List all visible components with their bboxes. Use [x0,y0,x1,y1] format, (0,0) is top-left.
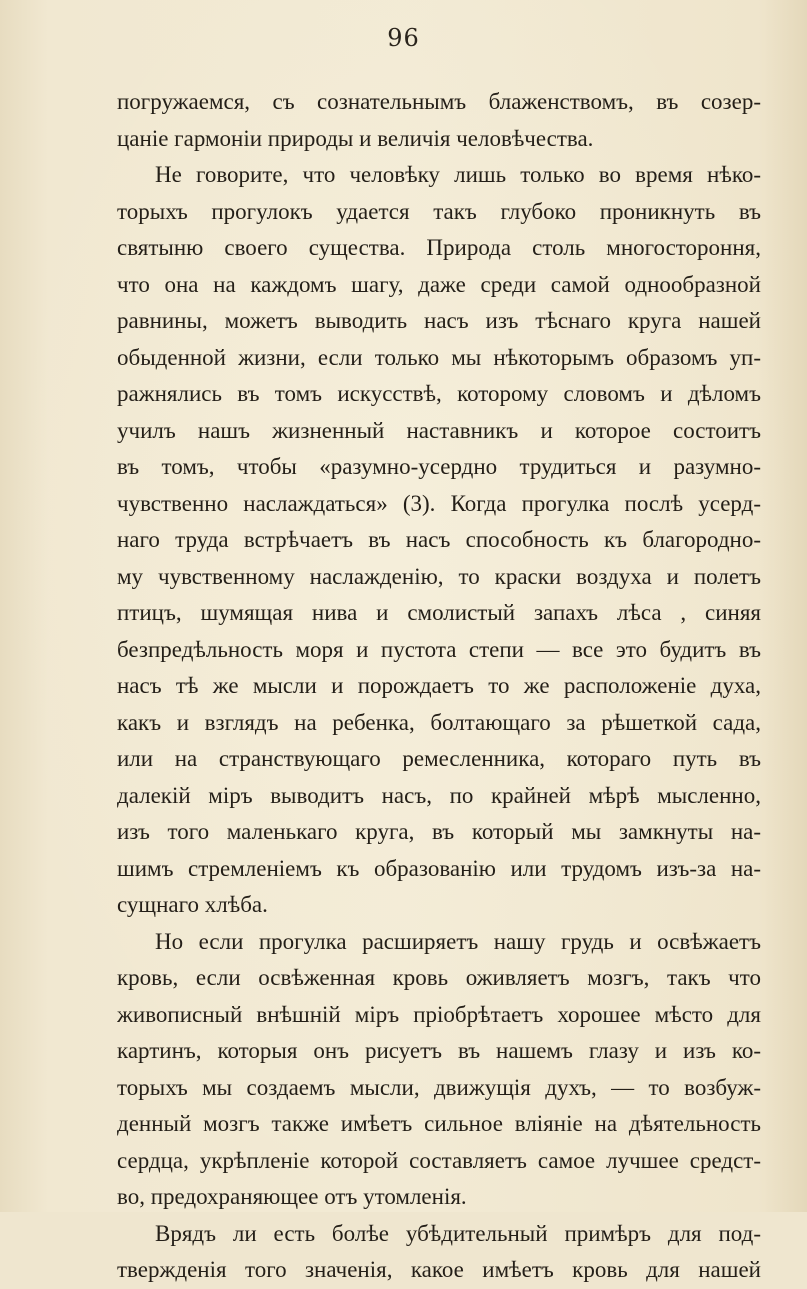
text-line: сущнаго хлѣба. [117,892,268,917]
text-line: ражнялись въ томъ искусствѣ, которому словомъ и дѣломъ [117,381,761,406]
text-line: торыхъ прогулокъ удается такъ глубоко проникнуть въ [117,198,761,224]
text-line: наго труда встрѣчаетъ въ насъ способность къ благородно- [117,527,761,552]
text-line: Не говорите, что человѣку лишь только во время нѣко- [155,162,761,187]
text-line: денный мозгъ также имѣетъ сильное влiянiе на дѣятельность [117,1111,761,1136]
text-line: шимъ стремленiемъ къ образованiю или трудомъ изъ-за на- [117,855,761,881]
text-line: обыденной жизни, если только мы нѣкоторымъ образомъ уп- [117,344,761,370]
text-line: сердца, укрѣпленiе которой составляетъ самое лучшее средст- [117,1147,761,1173]
text-line: му чувственному наслажденiю, то краски воздуха и полетъ [117,563,761,589]
text-line: картинъ, которыя онъ рисуетъ въ нашемъ глазу и изъ ко- [117,1038,761,1063]
text-line: Но если прогулка расширяетъ нашу грудь и освѣжаетъ [155,928,761,954]
text-line: какъ и взглядъ на ребенка, болтающаго за рѣшеткой сада, [117,709,761,735]
text-line: безпредѣльность моря и пустота степи — все это будитъ въ [117,636,761,662]
text-line: изъ того маленькаго круга, въ который мы замкнуты на- [117,819,761,844]
text-line: что она на каждомъ шагу, даже среди самой однообразной [117,271,761,297]
page-text [117,84,761,1289]
text-line: кровь, если освѣженная кровь оживляетъ мозгъ, такъ что [117,965,761,990]
paragraph [117,84,761,157]
paragraph [117,157,761,924]
page-number: 96 [387,24,420,52]
text-line: Врядъ ли есть болѣе убѣдительный примѣръ для под- [155,1220,761,1246]
text-line: торыхъ мы создаемъ мысли, движущiя духъ, — то возбуж- [117,1074,761,1100]
text-line: птицъ, шумящая нива и смолистый запахъ лѣса , синяя [117,600,761,625]
text-line: святыню своего существа. Природа столь многостороння, [117,235,761,260]
text-line: училъ нашъ жизненный наставникъ и которое состоитъ [117,417,761,443]
paragraph [117,1216,761,1289]
text-line: погружаемся, съ сознательнымъ блаженствомъ, въ созер- [117,89,761,114]
text-line: живописный внѣшнiй мiръ прiобрѣтаетъ хорошее мѣсто для [117,1001,761,1027]
text-line: во, предохраняющее отъ утомленiя. [117,1184,467,1209]
text-line: цанiе гармонiи природы и величiя человѣчества. [117,125,594,151]
text-line: равнины, можетъ выводить насъ изъ тѣснаго круга нашей [117,308,761,333]
text-line: твержденiя того значенiя, какое имѣетъ кровь для нашей [117,1257,761,1282]
paragraph [117,924,761,1216]
text-line: чувственно наслаждаться» (3). Когда прогулка послѣ усерд- [117,490,761,516]
text-line: насъ тѣ же мысли и порождаетъ то же расположенiе духа, [117,673,761,698]
text-line: далекiй мiръ выводитъ насъ, по крайней мѣрѣ мысленно, [117,782,761,808]
text-line: или на странствующаго ремесленника, котораго путь въ [117,746,761,771]
text-line: въ томъ, чтобы «разумно-усердно трудиться и разумно- [117,454,761,479]
